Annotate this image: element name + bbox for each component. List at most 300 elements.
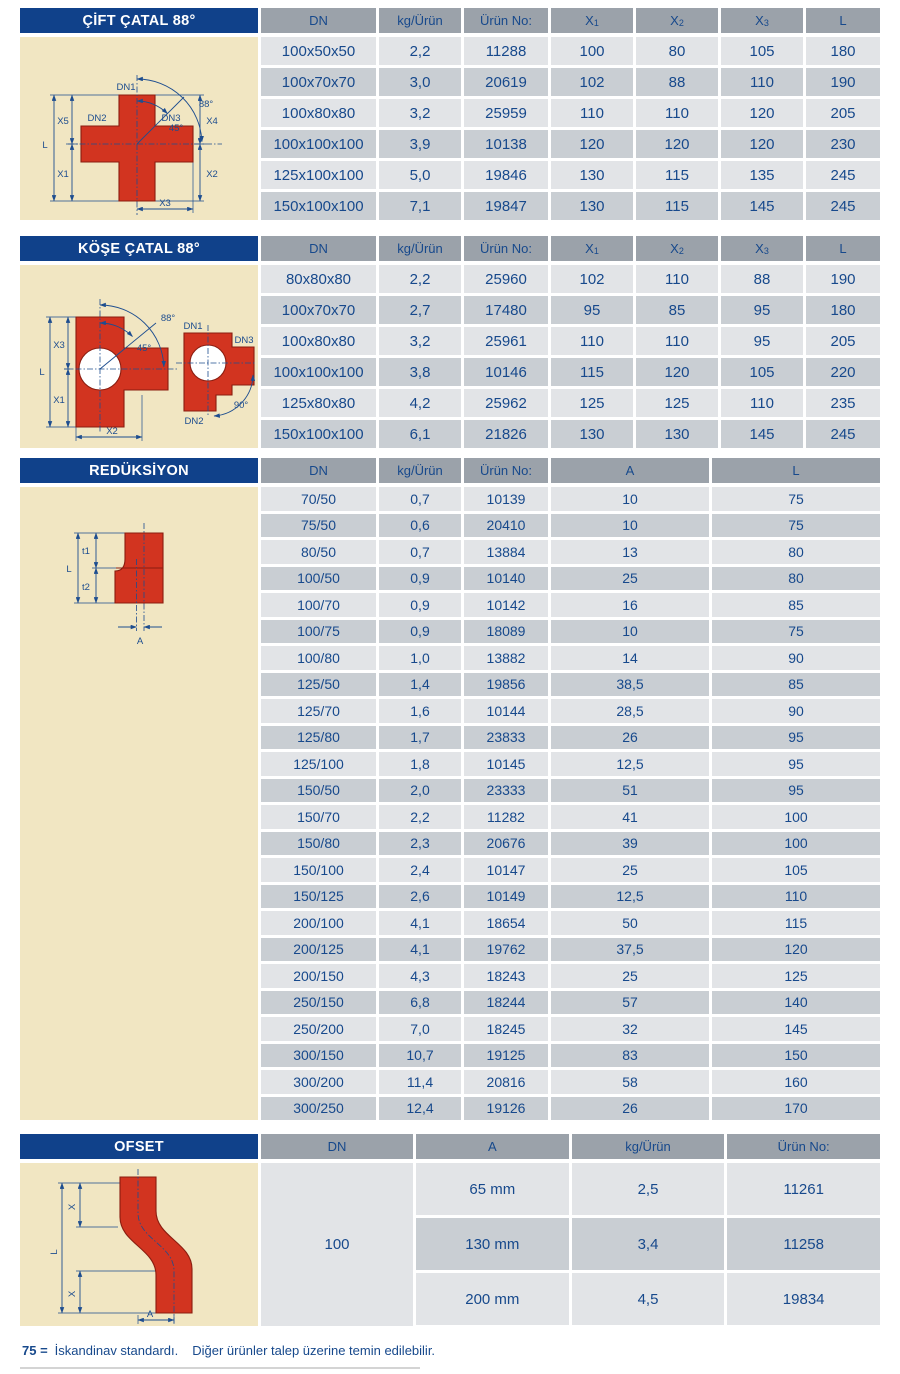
table-row <box>261 567 880 591</box>
table-cell: 115 <box>712 911 880 935</box>
footnote-part1: İskandinav standardı. <box>54 1343 179 1358</box>
dim-label-dn2: DN2 <box>184 416 204 427</box>
table-row <box>261 673 880 697</box>
table-cell: 17480 <box>464 296 548 324</box>
dim-label-dn2: DN2 <box>87 113 107 124</box>
column-header-l: L <box>806 8 880 33</box>
table-cell: 125 <box>712 964 880 988</box>
table-cell: 1,4 <box>379 673 461 697</box>
table-row <box>261 832 880 856</box>
table-cell: 25960 <box>464 265 548 293</box>
table-cell: 130 <box>551 420 633 448</box>
table-cell: 0,7 <box>379 540 461 564</box>
table-cell: 21826 <box>464 420 548 448</box>
table-cell: 250/200 <box>261 1017 376 1041</box>
table-row <box>261 699 880 723</box>
table-cell: 2,5 <box>572 1163 725 1215</box>
dim-label-x-bottom: X <box>67 1290 78 1298</box>
table-row <box>416 1163 880 1215</box>
table-cell: 2,7 <box>379 296 461 324</box>
table-cell: 4,1 <box>379 938 461 962</box>
column-header-x3: X 3 <box>721 236 803 261</box>
dim-label-a: A <box>146 1309 154 1320</box>
table-cell: 83 <box>551 1044 709 1068</box>
column-header-urun-no: Ürün No: <box>464 458 548 483</box>
table-cell: 19846 <box>464 161 548 189</box>
table-cell: 14 <box>551 646 709 670</box>
table-cell: 1,6 <box>379 699 461 723</box>
table-cell: 100x50x50 <box>261 37 376 65</box>
bottom-divider <box>20 1367 420 1369</box>
table-cell: 0,6 <box>379 514 461 538</box>
table-cell: 100x80x80 <box>261 99 376 127</box>
table-cell: 80 <box>636 37 718 65</box>
table-cell: 95 <box>712 726 880 750</box>
table-cell: 10146 <box>464 358 548 386</box>
table-cell: 23333 <box>464 779 548 803</box>
reducer-fitting-drawing <box>20 515 258 685</box>
table-cell: 5,0 <box>379 161 461 189</box>
table-cell: 100/70 <box>261 593 376 617</box>
table-cell: 120 <box>712 938 880 962</box>
table-cell: 120 <box>551 130 633 158</box>
table-row <box>261 540 880 564</box>
table-row <box>261 991 880 1015</box>
table-cell: 3,2 <box>379 327 461 355</box>
table-cell: 18089 <box>464 620 548 644</box>
table-cell: 220 <box>806 358 880 386</box>
table-cell: 11261 <box>727 1163 880 1215</box>
table-cell: 150/80 <box>261 832 376 856</box>
table-row <box>261 752 880 776</box>
table-cell: 25 <box>551 964 709 988</box>
table-cell: 245 <box>806 192 880 220</box>
table-cell: 51 <box>551 779 709 803</box>
dim-label-dn1: DN1 <box>116 82 136 93</box>
table-row <box>416 1273 880 1325</box>
table-cell: 100/80 <box>261 646 376 670</box>
dim-label-a: A <box>136 636 144 647</box>
table-row <box>261 964 880 988</box>
table-cell: 95 <box>721 296 803 324</box>
table-row <box>261 1097 880 1121</box>
table-row <box>261 161 880 189</box>
table-rows <box>261 265 880 448</box>
table-cell: 25961 <box>464 327 548 355</box>
table-cell: 150x100x100 <box>261 192 376 220</box>
table-cell: 2,6 <box>379 885 461 909</box>
footnote-part2: Diğer ürünler talep üzerine temin edilebilir. <box>192 1343 436 1358</box>
table-row <box>261 37 880 65</box>
table-cell: 160 <box>712 1070 880 1094</box>
table-cell: 102 <box>551 68 633 96</box>
table-cell: 170 <box>712 1097 880 1121</box>
table-title: KÖŞE ÇATAL 88° <box>20 236 258 261</box>
table-cell: 19126 <box>464 1097 548 1121</box>
column-header-x2: X 2 <box>636 8 718 33</box>
table-section-kose-catal <box>20 236 880 448</box>
table-cell: 100x100x100 <box>261 358 376 386</box>
column-header-dn: DN <box>261 236 376 261</box>
diagram-cift-catal <box>20 37 258 220</box>
table-cell: 110 <box>712 885 880 909</box>
column-header-dn: DN <box>261 8 376 33</box>
table-cell: 26 <box>551 726 709 750</box>
table-cell: 120 <box>721 130 803 158</box>
table-cell: 20816 <box>464 1070 548 1094</box>
dim-label-l: L <box>42 140 48 151</box>
table-cell: 110 <box>636 99 718 127</box>
dim-label-dn3: DN3 <box>161 113 181 124</box>
ofset-dn-value-cell: 100 <box>261 1163 413 1326</box>
table-cell: 18654 <box>464 911 548 935</box>
table-cell: 130 <box>551 192 633 220</box>
table-cell: 7,1 <box>379 192 461 220</box>
table-cell: 190 <box>806 265 880 293</box>
table-cell: 150/100 <box>261 858 376 882</box>
column-header-a: A <box>416 1134 569 1159</box>
table-section-ofset <box>20 1134 880 1326</box>
table-section-reduksiyon <box>20 458 880 1120</box>
table-cell: 95 <box>721 327 803 355</box>
table-rows <box>261 37 880 220</box>
cross-fitting-drawing <box>20 37 258 220</box>
table-cell: 0,7 <box>379 487 461 511</box>
table-cell: 105 <box>712 858 880 882</box>
table-cell: 37,5 <box>551 938 709 962</box>
table-cell: 13 <box>551 540 709 564</box>
table-cell: 4,2 <box>379 389 461 417</box>
table-cell: 115 <box>636 192 718 220</box>
column-header-dn: DN <box>261 1134 413 1159</box>
table-cell: 0,9 <box>379 593 461 617</box>
table-cell: 130 <box>551 161 633 189</box>
table-cell: 245 <box>806 420 880 448</box>
table-cell: 300/150 <box>261 1044 376 1068</box>
table-cell: 75/50 <box>261 514 376 538</box>
table-cell: 200/125 <box>261 938 376 962</box>
table-cell: 150x100x100 <box>261 420 376 448</box>
dim-label-l: L <box>39 367 45 378</box>
table-row <box>261 99 880 127</box>
table-cell: 230 <box>806 130 880 158</box>
table-cell: 110 <box>636 265 718 293</box>
table-header-row <box>20 236 880 261</box>
table-row <box>261 1017 880 1041</box>
table-row <box>261 885 880 909</box>
table-cell: 20619 <box>464 68 548 96</box>
table-row <box>261 911 880 935</box>
column-header-urun-no: Ürün No: <box>727 1134 880 1159</box>
table-header-row <box>20 1134 880 1159</box>
table-row <box>261 620 880 644</box>
table-cell: 70/50 <box>261 487 376 511</box>
table-cell: 25 <box>551 567 709 591</box>
table-cell: 11258 <box>727 1218 880 1270</box>
dim-label-x4: X4 <box>206 116 218 127</box>
table-cell: 10149 <box>464 885 548 909</box>
table-cell: 10145 <box>464 752 548 776</box>
table-cell: 18245 <box>464 1017 548 1041</box>
table-cell: 100/75 <box>261 620 376 644</box>
table-cell: 75 <box>712 487 880 511</box>
table-cell: 110 <box>636 327 718 355</box>
table-row <box>261 779 880 803</box>
table-cell: 18244 <box>464 991 548 1015</box>
table-cell: 110 <box>551 327 633 355</box>
table-cell: 190 <box>806 68 880 96</box>
table-cell: 110 <box>721 389 803 417</box>
table-cell: 26 <box>551 1097 709 1121</box>
dim-label-t1: t1 <box>82 546 90 557</box>
table-cell: 200/150 <box>261 964 376 988</box>
table-cell: 100 <box>551 37 633 65</box>
table-cell: 300/200 <box>261 1070 376 1094</box>
table-title: ÇİFT ÇATAL 88° <box>20 8 258 33</box>
table-cell: 58 <box>551 1070 709 1094</box>
column-header-kg-urun: kg/Ürün <box>379 458 461 483</box>
table-cell: 0,9 <box>379 620 461 644</box>
table-cell: 12,5 <box>551 885 709 909</box>
table-cell: 125 <box>636 389 718 417</box>
table-cell: 100/50 <box>261 567 376 591</box>
table-cell: 88 <box>636 68 718 96</box>
table-cell: 205 <box>806 327 880 355</box>
table-cell: 4,5 <box>572 1273 725 1325</box>
dim-label-x2: X2 <box>106 426 118 437</box>
table-row <box>261 327 880 355</box>
table-row <box>261 646 880 670</box>
table-cell: 125/70 <box>261 699 376 723</box>
table-cell: 75 <box>712 620 880 644</box>
dim-label-x1: X1 <box>53 395 65 406</box>
table-cell: 90 <box>712 646 880 670</box>
table-cell: 10140 <box>464 567 548 591</box>
table-row <box>261 192 880 220</box>
table-row <box>416 1218 880 1270</box>
dim-label-dn1: DN1 <box>183 321 203 332</box>
dim-label-88: 88° <box>198 99 214 110</box>
table-body <box>20 1163 880 1326</box>
column-header-urun-no: Ürün No: <box>464 8 548 33</box>
table-cell: 19125 <box>464 1044 548 1068</box>
table-cell: 10 <box>551 620 709 644</box>
column-header-kg-urun: kg/Ürün <box>379 236 461 261</box>
table-row <box>261 265 880 293</box>
table-cell: 7,0 <box>379 1017 461 1041</box>
table-cell: 19762 <box>464 938 548 962</box>
table-cell: 245 <box>806 161 880 189</box>
diagram-ofset <box>20 1163 258 1326</box>
table-cell: 75 <box>712 514 880 538</box>
table-cell: 80x80x80 <box>261 265 376 293</box>
table-body <box>20 37 880 220</box>
table-cell: 125x100x100 <box>261 161 376 189</box>
table-cell: 38,5 <box>551 673 709 697</box>
table-cell: 85 <box>712 673 880 697</box>
table-cell: 125 <box>551 389 633 417</box>
table-cell: 6,8 <box>379 991 461 1015</box>
table-cell: 16 <box>551 593 709 617</box>
table-cell: 120 <box>721 99 803 127</box>
table-row <box>261 389 880 417</box>
table-cell: 18243 <box>464 964 548 988</box>
table-row <box>261 1044 880 1068</box>
table-row <box>261 68 880 96</box>
table-row <box>261 514 880 538</box>
dim-label-90: 90° <box>233 400 249 411</box>
table-cell: 100 <box>712 832 880 856</box>
table-row <box>261 1070 880 1094</box>
table-row <box>261 487 880 511</box>
column-header-l: L <box>806 236 880 261</box>
column-header-x1: X 1 <box>551 8 633 33</box>
table-cell: 32 <box>551 1017 709 1041</box>
table-cell: 80/50 <box>261 540 376 564</box>
dim-label-l: L <box>66 564 72 575</box>
table-row <box>261 805 880 829</box>
diagram-reduksiyon <box>20 487 258 1120</box>
column-header-a: A <box>551 458 709 483</box>
table-cell: 6,1 <box>379 420 461 448</box>
dim-label-x3: X3 <box>159 198 171 209</box>
table-cell: 0,9 <box>379 567 461 591</box>
table-cell: 102 <box>551 265 633 293</box>
table-title: OFSET <box>20 1134 258 1159</box>
table-cell: 250/150 <box>261 991 376 1015</box>
table-cell: 25962 <box>464 389 548 417</box>
table-cell: 105 <box>721 37 803 65</box>
table-cell: 2,4 <box>379 858 461 882</box>
table-cell: 200/100 <box>261 911 376 935</box>
table-cell: 10147 <box>464 858 548 882</box>
dim-label-x1: X1 <box>57 169 69 180</box>
table-cell: 200 mm <box>416 1273 569 1325</box>
table-row <box>261 938 880 962</box>
dim-label-t2: t2 <box>82 582 90 593</box>
table-cell: 13884 <box>464 540 548 564</box>
table-cell: 11282 <box>464 805 548 829</box>
table-cell: 2,3 <box>379 832 461 856</box>
table-rows <box>416 1163 880 1326</box>
table-cell: 80 <box>712 567 880 591</box>
table-cell: 150/125 <box>261 885 376 909</box>
table-cell: 19834 <box>727 1273 880 1325</box>
table-cell: 3,9 <box>379 130 461 158</box>
table-cell: 10 <box>551 487 709 511</box>
table-cell: 180 <box>806 296 880 324</box>
dim-label-x3: X3 <box>53 340 65 351</box>
table-cell: 10139 <box>464 487 548 511</box>
table-cell: 19847 <box>464 192 548 220</box>
table-cell: 3,0 <box>379 68 461 96</box>
table-row <box>261 358 880 386</box>
column-header-urun-no: Ürün No: <box>464 236 548 261</box>
table-cell: 25 <box>551 858 709 882</box>
table-cell: 125/100 <box>261 752 376 776</box>
table-cell: 145 <box>721 192 803 220</box>
column-header-x1: X 1 <box>551 236 633 261</box>
table-cell: 80 <box>712 540 880 564</box>
dim-label-45: 45° <box>168 123 184 134</box>
table-cell: 10 <box>551 514 709 538</box>
table-cell: 85 <box>712 593 880 617</box>
table-cell: 23833 <box>464 726 548 750</box>
table-cell: 28,5 <box>551 699 709 723</box>
column-header-kg-urun: kg/Ürün <box>379 8 461 33</box>
footnote-prefix: 75 = <box>22 1343 48 1358</box>
table-cell: 150 <box>712 1044 880 1068</box>
table-cell: 88 <box>721 265 803 293</box>
table-cell: 20410 <box>464 514 548 538</box>
dim-label-x2: X2 <box>206 169 218 180</box>
table-cell: 10138 <box>464 130 548 158</box>
table-cell: 1,7 <box>379 726 461 750</box>
dim-label-l: L <box>49 1249 60 1255</box>
column-header-l: L <box>712 458 880 483</box>
table-cell: 150/50 <box>261 779 376 803</box>
table-cell: 115 <box>636 161 718 189</box>
dim-label-x-top: X <box>67 1203 78 1211</box>
table-cell: 95 <box>712 779 880 803</box>
table-cell: 20676 <box>464 832 548 856</box>
dim-label-45: 45° <box>136 343 152 354</box>
column-header-kg-urun: kg/Ürün <box>572 1134 725 1159</box>
table-cell: 2,2 <box>379 37 461 65</box>
diagram-kose-catal <box>20 265 258 448</box>
table-cell: 125x80x80 <box>261 389 376 417</box>
table-cell: 41 <box>551 805 709 829</box>
table-cell: 110 <box>721 68 803 96</box>
table-cell: 140 <box>712 991 880 1015</box>
table-cell: 100x70x70 <box>261 296 376 324</box>
table-cell: 13882 <box>464 646 548 670</box>
table-cell: 130 mm <box>416 1218 569 1270</box>
table-cell: 135 <box>721 161 803 189</box>
table-cell: 125/80 <box>261 726 376 750</box>
table-header-row <box>20 8 880 33</box>
offset-fitting-drawing <box>20 1163 258 1326</box>
table-cell: 235 <box>806 389 880 417</box>
table-cell: 57 <box>551 991 709 1015</box>
table-cell: 19856 <box>464 673 548 697</box>
table-cell: 85 <box>636 296 718 324</box>
table-row <box>261 296 880 324</box>
table-cell: 100x80x80 <box>261 327 376 355</box>
table-row <box>261 726 880 750</box>
table-cell: 3,4 <box>572 1218 725 1270</box>
table-cell: 2,2 <box>379 265 461 293</box>
table-cell: 145 <box>721 420 803 448</box>
table-cell: 39 <box>551 832 709 856</box>
table-cell: 90 <box>712 699 880 723</box>
table-cell: 95 <box>551 296 633 324</box>
table-cell: 100x100x100 <box>261 130 376 158</box>
table-cell: 10,7 <box>379 1044 461 1068</box>
table-cell: 12,4 <box>379 1097 461 1121</box>
table-cell: 4,3 <box>379 964 461 988</box>
table-cell: 3,8 <box>379 358 461 386</box>
table-header-row <box>20 458 880 483</box>
table-cell: 2,0 <box>379 779 461 803</box>
table-cell: 10144 <box>464 699 548 723</box>
table-cell: 1,8 <box>379 752 461 776</box>
table-cell: 300/250 <box>261 1097 376 1121</box>
table-section-cift-catal <box>20 8 880 220</box>
dim-label-88: 88° <box>160 313 176 324</box>
table-cell: 145 <box>712 1017 880 1041</box>
table-row <box>261 593 880 617</box>
